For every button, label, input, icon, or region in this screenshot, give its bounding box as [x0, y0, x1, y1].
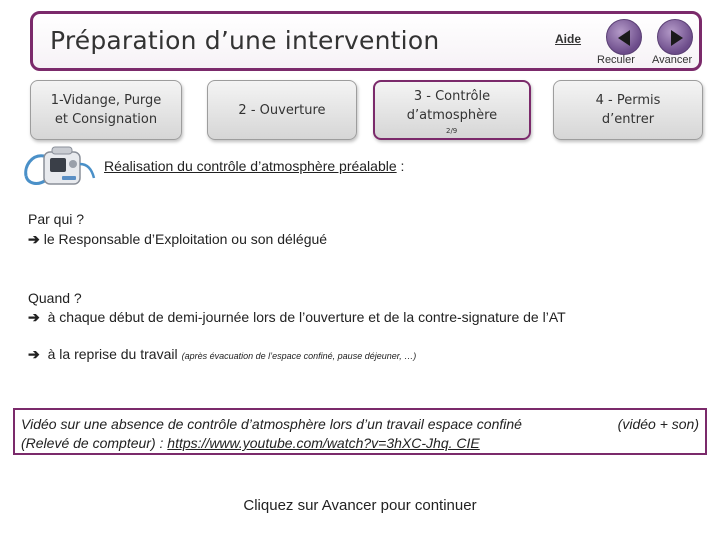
video-line-1 — [21, 415, 699, 434]
step-label: 1-Vidange, Purge et Consignation — [50, 93, 162, 127]
arrow-left-icon — [607, 20, 643, 56]
video-link-prefix: (Relevé de compteur) : — [21, 435, 168, 451]
step-label: 4 - Permis d’entrer — [595, 93, 661, 127]
page-indicator: 2/9 — [446, 127, 458, 135]
subtitle-text: Réalisation du contrôle d’atmosphère préalable — [104, 158, 397, 174]
when-item-1 — [28, 309, 566, 326]
when-item-1-text: à chaque début de demi-journée lors de l’ouverture et de la contre-signature de l’AT — [47, 309, 566, 325]
step-label: 2 - Ouverture — [238, 102, 326, 118]
back-label: Reculer — [597, 54, 635, 66]
forward-label: Avancer — [652, 54, 693, 66]
help-link[interactable]: Aide — [555, 32, 582, 46]
section-subtitle — [104, 158, 404, 174]
arrow-right-icon — [658, 20, 694, 56]
video-line-2 — [21, 434, 699, 453]
arrow-right-icon: ➔ — [28, 309, 40, 325]
subtitle-suffix: : — [396, 158, 405, 174]
arrow-right-icon: ➔ — [28, 231, 40, 247]
step-tab-2[interactable] — [207, 80, 357, 140]
video-link[interactable]: https://www.youtube.com/watch?v=3hXC-Jhq. CIE — [167, 435, 480, 451]
arrow-right-icon: ➔ — [28, 346, 40, 362]
forward-button[interactable] — [657, 19, 693, 55]
who-answer: le Responsable d’Exploitation ou son délégué — [43, 231, 328, 247]
when-heading: Quand ? — [28, 290, 82, 306]
who-heading: Par qui ? — [28, 211, 85, 227]
back-button[interactable] — [606, 19, 642, 55]
step-label: 3 - Contrôle d’atmosphère — [406, 89, 498, 123]
page-title: Préparation d’une intervention — [50, 26, 440, 55]
video-description: Vidéo sur une absence de contrôle d’atmosphère lors d’un travail espace confiné — [21, 416, 522, 432]
continue-instruction: Cliquez sur Avancer pour continuer — [243, 497, 477, 514]
step-tab-1[interactable] — [30, 80, 182, 140]
when-item-2 — [28, 346, 416, 363]
who-answer-line — [28, 231, 327, 248]
gas-detector-icon — [22, 146, 98, 188]
when-item-2-note: (après évacuation de l’espace confiné, pause déjeuner, …) — [181, 351, 417, 361]
step-tab-4[interactable] — [553, 80, 703, 140]
video-info-box — [13, 408, 707, 455]
when-item-2-text: à la reprise du travail — [47, 346, 178, 362]
video-format: (vidéo + son) — [617, 416, 699, 432]
